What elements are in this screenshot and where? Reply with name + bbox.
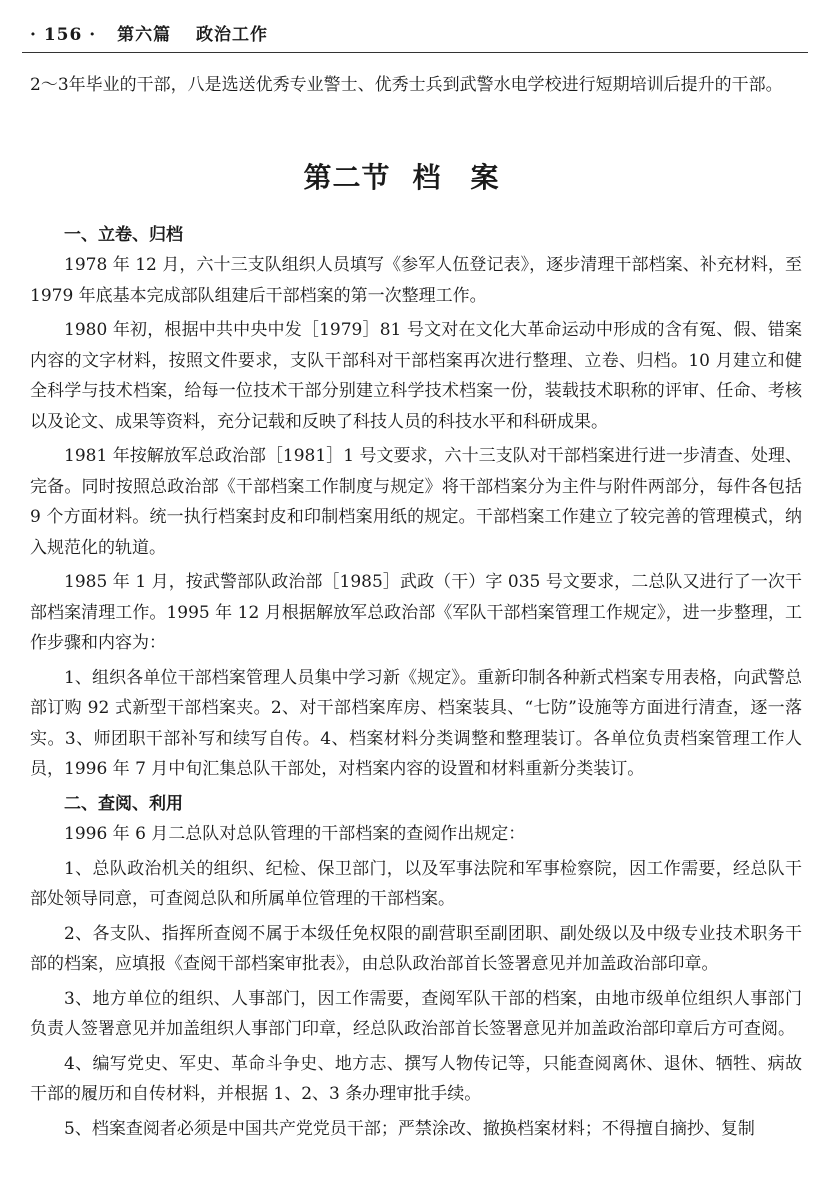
paragraph: 2、各支队、指挥所查阅不属于本级任免权限的副营职至副团职、副处级以及中级专业技术职务干部的档案，应填报《查阅干部档案审批表》，由总队政治部首长签署意见并加盖政治部印章。 <box>30 923 802 974</box>
page-number: · 156 · <box>30 25 97 45</box>
page-body <box>30 70 802 1144</box>
part-title: 第六篇 <box>117 25 172 45</box>
paragraph: 1980 年初，根据中共中央中发［1979］81 号文对在文化大革命运动中形成的含有冤、假、错案内容的文字材料，按照文件要求，支队干部科对干部档案再次进行整理、立卷、归档。10 月建立和健全科学与技术档案，给每一位技术干部分别建立科学技术档案一份，装载技术职称的评审、任命、考核以及论文、成果等资料，充分记载和反映了科技人员的科技水平和科研成果。 <box>30 320 802 432</box>
paragraph: 3、地方单位的组织、人事部门，因工作需要，查阅军队干部的档案，由地市级单位组织人事部门负责人签署意见并加盖组织人事部门印章，经总队政治部首长签署意见并加盖政治部印章后方可查阅。 <box>30 988 802 1039</box>
section-name: 档案 <box>412 160 529 194</box>
paragraph: 1985 年 1 月，按武警部队政治部［1985］武政（干）字 035 号文要求，二总队又进行了一次干部档案清理工作。1995 年 12 月根据解放军总政治部《军队干部档案管理工作规定》，进一步整理，工作步骤和内容为： <box>30 572 802 653</box>
paragraph: 1、组织各单位干部档案管理人员集中学习新《规定》。重新印制各种新式档案专用表格，向武警总部订购 92 式新型干部档案夹。2、对干部档案库房、档案装具、“七防”设施等方面进行清查，逐一落实。3、师团职干部补写和续写自传。4、档案材料分类调整和整理装订。各单位负责档案管理工作人员，1996 年 7 月中旬汇集总队干部处，对档案内容的设置和材料重新分类装订。 <box>30 667 802 779</box>
paragraph: 1、总队政治机关的组织、纪检、保卫部门，以及军事法院和军事检察院，因工作需要，经总队干部处领导同意，可查阅总队和所属单位管理的干部档案。 <box>30 858 802 909</box>
chapter-title: 政治工作 <box>196 25 269 45</box>
section-number: 第二节 <box>303 160 391 194</box>
header-rule <box>22 52 808 53</box>
intro-paragraph: 2～3年毕业的干部，八是选送优秀专业警士、优秀士兵到武警水电学校进行短期培训后提升的干部。 <box>30 75 783 95</box>
paragraph: 1981 年按解放军总政治部［1981］1 号文要求，六十三支队对干部档案进行进一步清查、处理、完备。同时按照总政治部《干部档案工作制度与规定》将干部档案分为主件与附件两部分，每件各包括 9 个方面材料。统一执行档案封皮和印制档案用纸的规定。干部档案工作建立了较完善的管理模式，纳入规范化的轨道。 <box>30 446 802 558</box>
section-title <box>30 158 802 206</box>
paragraph: 1978 年 12 月，六十三支队组织人员填写《参军人伍登记表》，逐步清理干部档案、补充材料，至 1979 年底基本完成部队组建后干部档案的第一次整理工作。 <box>30 255 802 306</box>
paragraph: 4、编写党史、军史、革命斗争史、地方志、撰写人物传记等，只能查阅离休、退休、牺牲、病故干部的履历和自传材料，并根据 1、2、3 条办理审批手续。 <box>30 1053 802 1104</box>
running-header <box>30 20 268 45</box>
paragraph: 1996 年 6 月二总队对总队管理的干部档案的查阅作出规定： <box>64 824 526 844</box>
paragraph: 5、档案查阅者必须是中国共产党党员干部；严禁涂改、撤换档案材料；不得擅自摘抄、复制 <box>64 1118 755 1139</box>
subsection-heading-access: 二、查阅、利用 <box>64 793 183 814</box>
subsection-heading-filing: 一、立卷、归档 <box>64 224 183 245</box>
